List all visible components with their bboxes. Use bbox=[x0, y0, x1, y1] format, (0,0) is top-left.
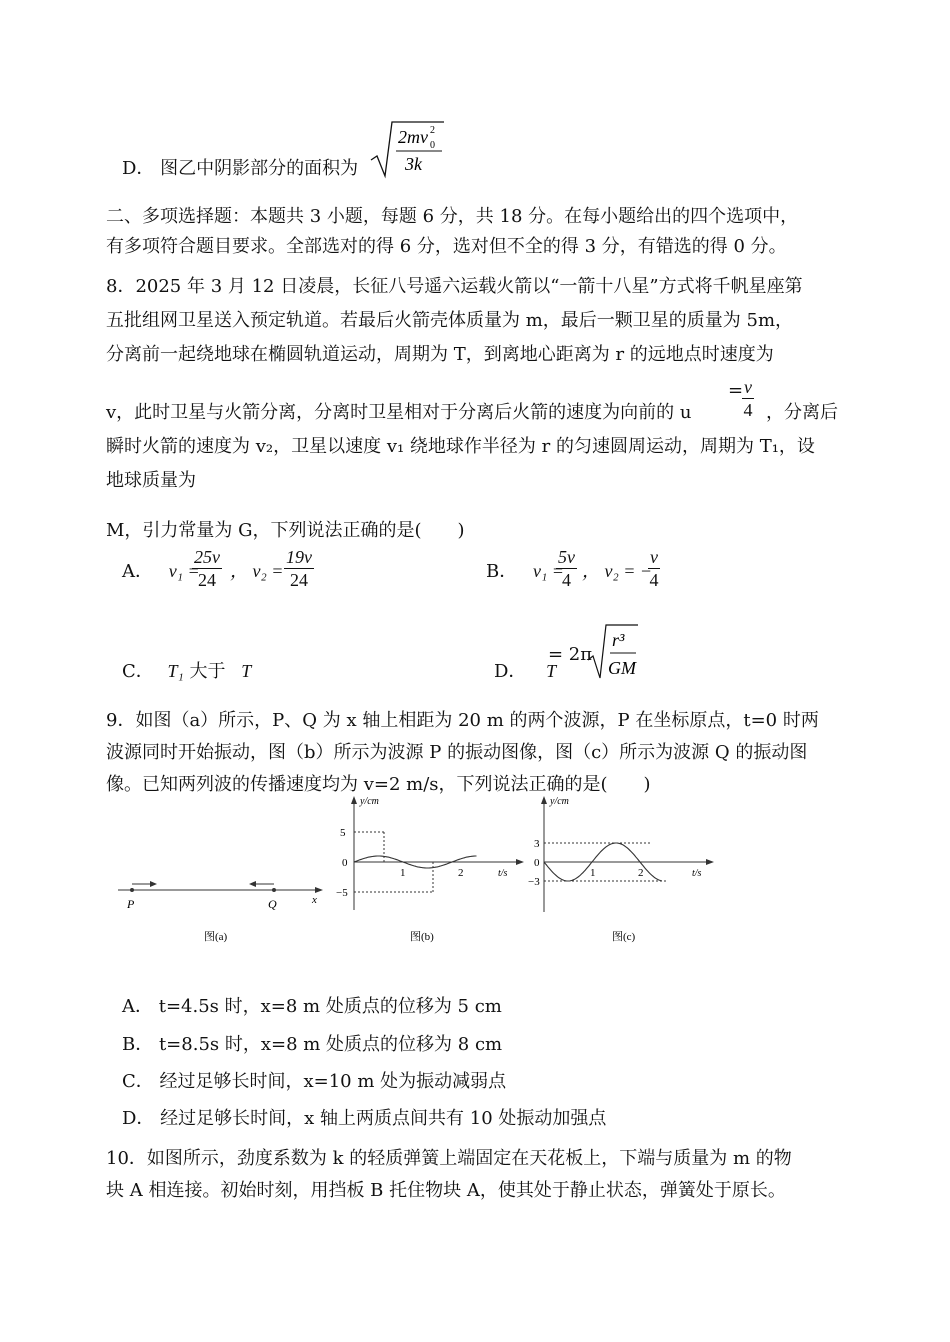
y-tick-0: 0 bbox=[534, 857, 540, 869]
opt-c-t: T bbox=[241, 661, 252, 681]
y-label: y/cm bbox=[360, 796, 379, 807]
opt-b-v1: v₁ = bbox=[532, 561, 564, 581]
y-tick-3: 3 bbox=[534, 838, 540, 850]
y-tick-neg3: −3 bbox=[528, 876, 540, 888]
opt-label: B． bbox=[486, 561, 518, 582]
q8-opt-b-frac1 bbox=[556, 546, 577, 591]
point-q bbox=[272, 888, 276, 892]
q8-opt-d-sqrt bbox=[586, 622, 646, 682]
q10-line2: 块 A 相连接。初始时刻，用挡板 B 托住物块 A，使其处于静止状态，弹簧处于原长。 bbox=[106, 1180, 786, 1201]
frac-den: 4 bbox=[562, 570, 571, 590]
q9-line2: 波源同时开始振动，图（b）所示为波源 P 的振动图像，图（c）所示为波源 Q 的振动图 bbox=[106, 742, 808, 763]
frac-num: 25v bbox=[194, 547, 220, 567]
q8-option-d bbox=[494, 660, 556, 683]
t-label: t/s bbox=[498, 868, 508, 879]
sqrt-den: GM bbox=[608, 658, 636, 678]
q9-option-c: C． 经过足够长时间，x=10 m 处为振动减弱点 bbox=[122, 1071, 507, 1092]
q9-line3: 像。已知两列波的传播速度均为 v=2 m/s，下列说法正确的是( ) bbox=[106, 774, 651, 795]
q8-line4-a: v，此时卫星与火箭分离，分离时卫星相对于分离后火箭的速度为向前的 u bbox=[106, 402, 692, 423]
q9-option-a: A． t=4.5s 时，x=8 m 处质点的位移为 5 cm bbox=[122, 996, 502, 1017]
q7-option-d-text: 图乙中阴影部分的面积为 bbox=[160, 158, 359, 179]
q8-line6: 地球质量为 bbox=[106, 470, 196, 491]
q8-opt-b-frac2 bbox=[648, 546, 660, 591]
q9-line1: 9．如图（a）所示，P、Q 为 x 轴上相距为 20 m 的两个波源，P 在坐标原点，t=0 时两 bbox=[106, 710, 819, 731]
x-axis-arrow bbox=[315, 887, 323, 893]
frac-num: 5v bbox=[558, 547, 575, 567]
t-axis-arrow bbox=[516, 859, 524, 865]
q7-option-d-formula bbox=[368, 118, 448, 180]
q8-line3: 分离前一起绕地球在椭圆轨道运动，周期为 T，到离地心距离为 r 的远地点时速度为 bbox=[106, 344, 774, 365]
x-tick-2: 2 bbox=[458, 867, 464, 879]
caption-c: 图(c) bbox=[612, 931, 636, 943]
q8-line4-eq: = bbox=[728, 380, 744, 401]
frac-den: 4 bbox=[743, 400, 753, 420]
q8-opt-a-v2: ， v₂ = bbox=[230, 561, 284, 581]
q7-option-d-label: D． bbox=[122, 158, 155, 179]
opt-label: A． bbox=[122, 561, 153, 582]
q8-opt-a-frac1 bbox=[192, 546, 222, 591]
opt-a-v1: v₁ = bbox=[168, 561, 200, 581]
x-axis-label: x bbox=[312, 894, 317, 906]
q8-line4-frac bbox=[742, 376, 754, 421]
section2-line2: 有多项符合题目要求。全部选对的得 6 分，选对但不全的得 3 分，有错选的得 0 分。 bbox=[106, 236, 787, 257]
q8-line5: 瞬时火箭的速度为 v₂，卫星以速度 v₁ 绕地球作半径为 r 的匀速圆周运动，周期为 T₁，设 bbox=[106, 436, 815, 457]
frac-num: v bbox=[744, 377, 752, 397]
y-tick-0: 0 bbox=[342, 857, 348, 869]
opt-label: D． bbox=[494, 661, 527, 682]
frac-den: 4 bbox=[649, 570, 659, 590]
opt-c-text: 大于 bbox=[189, 661, 226, 682]
p-arrow-head bbox=[150, 881, 157, 887]
frac-num: 19v bbox=[286, 547, 312, 567]
section2-line1: 二、多项选择题：本题共 3 小题，每题 6 分，共 18 分。在每小题给出的四个选项中， bbox=[106, 206, 799, 227]
y-tick-5: 5 bbox=[340, 827, 346, 839]
sqrt-num: r³ bbox=[612, 630, 625, 650]
q10-line1: 10．如图所示，劲度系数为 k 的轻质弹簧上端固定在天花板上，下端与质量为 m 的物 bbox=[106, 1148, 792, 1169]
opt-d-t: T bbox=[546, 661, 557, 681]
q9-figure-a bbox=[110, 870, 330, 950]
q8-opt-b-v2: ， v₂ = − bbox=[582, 561, 653, 581]
q8-option-a bbox=[122, 560, 200, 583]
y-axis-arrow bbox=[351, 796, 357, 804]
q8-line4-b: ，分离后 bbox=[766, 402, 838, 423]
y-tick-neg5: −5 bbox=[336, 887, 348, 899]
t-axis-arrow bbox=[706, 859, 714, 865]
q9-option-d: D． 经过足够长时间，x 轴上两质点间共有 10 处振动加强点 bbox=[122, 1108, 607, 1129]
label-p: P bbox=[127, 897, 135, 911]
q7-option-d bbox=[122, 158, 358, 180]
q8-option-c bbox=[122, 660, 251, 683]
q9-figure-c bbox=[526, 792, 722, 952]
x-tick-2: 2 bbox=[638, 867, 644, 879]
point-p bbox=[130, 888, 134, 892]
q-arrow-head bbox=[249, 881, 256, 887]
formula-num: 2mv bbox=[398, 127, 428, 147]
formula-sub: 0 bbox=[430, 140, 435, 151]
caption-a: 图(a) bbox=[204, 931, 228, 943]
y-label: y/cm bbox=[550, 796, 569, 807]
q9-figure-b bbox=[330, 792, 526, 952]
opt-c-t1: T₁ bbox=[167, 661, 184, 681]
q8-opt-d-eq: = 2π bbox=[548, 644, 593, 665]
frac-num: v bbox=[650, 547, 658, 567]
q8-line1: 8．2025 年 3 月 12 日凌晨，长征八号遥六运载火箭以“一箭十八星”方式将千帆星座第 bbox=[106, 276, 803, 297]
q8-line4 bbox=[106, 402, 691, 424]
frac-den: 24 bbox=[198, 570, 216, 590]
formula-den: 3k bbox=[405, 154, 422, 174]
x-tick-1: 1 bbox=[400, 867, 406, 879]
q9-option-b: B． t=8.5s 时，x=8 m 处质点的位移为 8 cm bbox=[122, 1034, 503, 1055]
q8-opt-a-frac2 bbox=[284, 546, 314, 591]
formula-sup: 2 bbox=[430, 125, 435, 136]
x-tick-1: 1 bbox=[590, 867, 596, 879]
q8-line7: M，引力常量为 G，下列说法正确的是( ) bbox=[106, 520, 465, 541]
caption-b: 图(b) bbox=[410, 931, 434, 943]
label-q: Q bbox=[268, 897, 277, 911]
frac-den: 24 bbox=[290, 570, 308, 590]
t-label: t/s bbox=[692, 868, 702, 879]
q8-option-b bbox=[486, 560, 564, 583]
y-axis-arrow bbox=[541, 796, 547, 804]
opt-label: C． bbox=[122, 661, 154, 682]
q8-line2: 五批组网卫星送入预定轨道。若最后火箭壳体质量为 m，最后一颗卫星的质量为 5m， bbox=[106, 310, 794, 331]
